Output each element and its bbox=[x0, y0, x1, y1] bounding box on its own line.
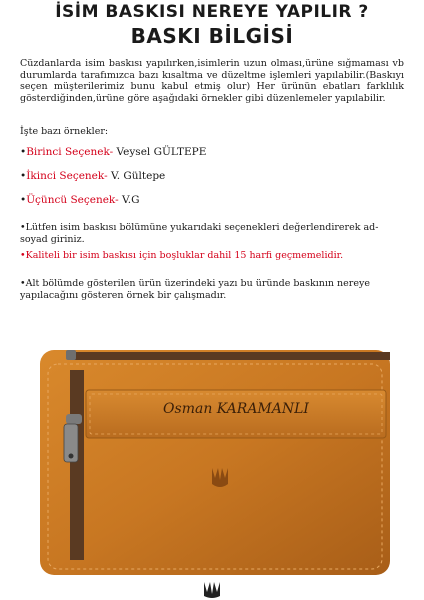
option-bullet: • bbox=[20, 146, 27, 158]
option-third bbox=[20, 194, 139, 206]
option-label: Üçüncü Seçenek- bbox=[26, 194, 119, 206]
page-title: BASKI BİLGİSİ bbox=[130, 24, 294, 48]
option-second bbox=[20, 170, 165, 182]
note-example: •Alt bölümde gösterilen ürün üzerindeki yazı bu üründe baskının nereye yapılacağını gösteren örnek bir çalışmadır. bbox=[20, 278, 370, 301]
wallet-illustration bbox=[40, 350, 390, 580]
wallet-image bbox=[40, 350, 390, 580]
note-input: •Lütfen isim baskısı bölümüne yukarıdaki seçenekleri değerlendirerek ad-soyad giriniz. bbox=[20, 222, 379, 245]
option-value: V. Gültepe bbox=[107, 170, 166, 182]
wallet-engraving: Osman KARAMANLI bbox=[163, 401, 309, 417]
intro-text: Cüzdanlarda isim baskısı yapılırken,isimlerin uzun olması,ürüne sığmaması vb durumlarda tarafımızca bazı kısaltma ve düzeltme işlemleri yapılabilir.(Baskıyı seçen müşterilerimiz bunu kabul etmiş olur) Her ürünün ebatları farklılık gösterdiğinden,ürüne göre aşağıdaki örnekler gibi düzenlemeler yapılabilir. bbox=[20, 58, 404, 104]
examples-title: İşte bazı örnekler: bbox=[20, 126, 109, 137]
option-value: V.G bbox=[118, 194, 140, 206]
option-label: İkinci Seçenek- bbox=[26, 170, 108, 182]
option-first bbox=[20, 146, 206, 158]
question-heading: İSİM BASKISI NEREYE YAPILIR ? bbox=[55, 2, 369, 22]
zipper-top bbox=[68, 352, 390, 360]
zipper-pull-top bbox=[66, 350, 76, 360]
option-label: Birinci Seçenek- bbox=[26, 146, 114, 158]
brand-logo-bottom-icon bbox=[202, 580, 222, 598]
zipper-slider bbox=[66, 414, 82, 424]
option-value: Veysel GÜLTEPE bbox=[113, 146, 207, 158]
option-bullet: • bbox=[20, 194, 27, 206]
wallet-body bbox=[40, 350, 390, 575]
zipper-side bbox=[70, 370, 84, 560]
note-limit: •Kaliteli bir isim baskısı için boşluklar dahil 15 harfi geçmemelidir. bbox=[20, 250, 344, 261]
option-bullet: • bbox=[20, 170, 27, 182]
